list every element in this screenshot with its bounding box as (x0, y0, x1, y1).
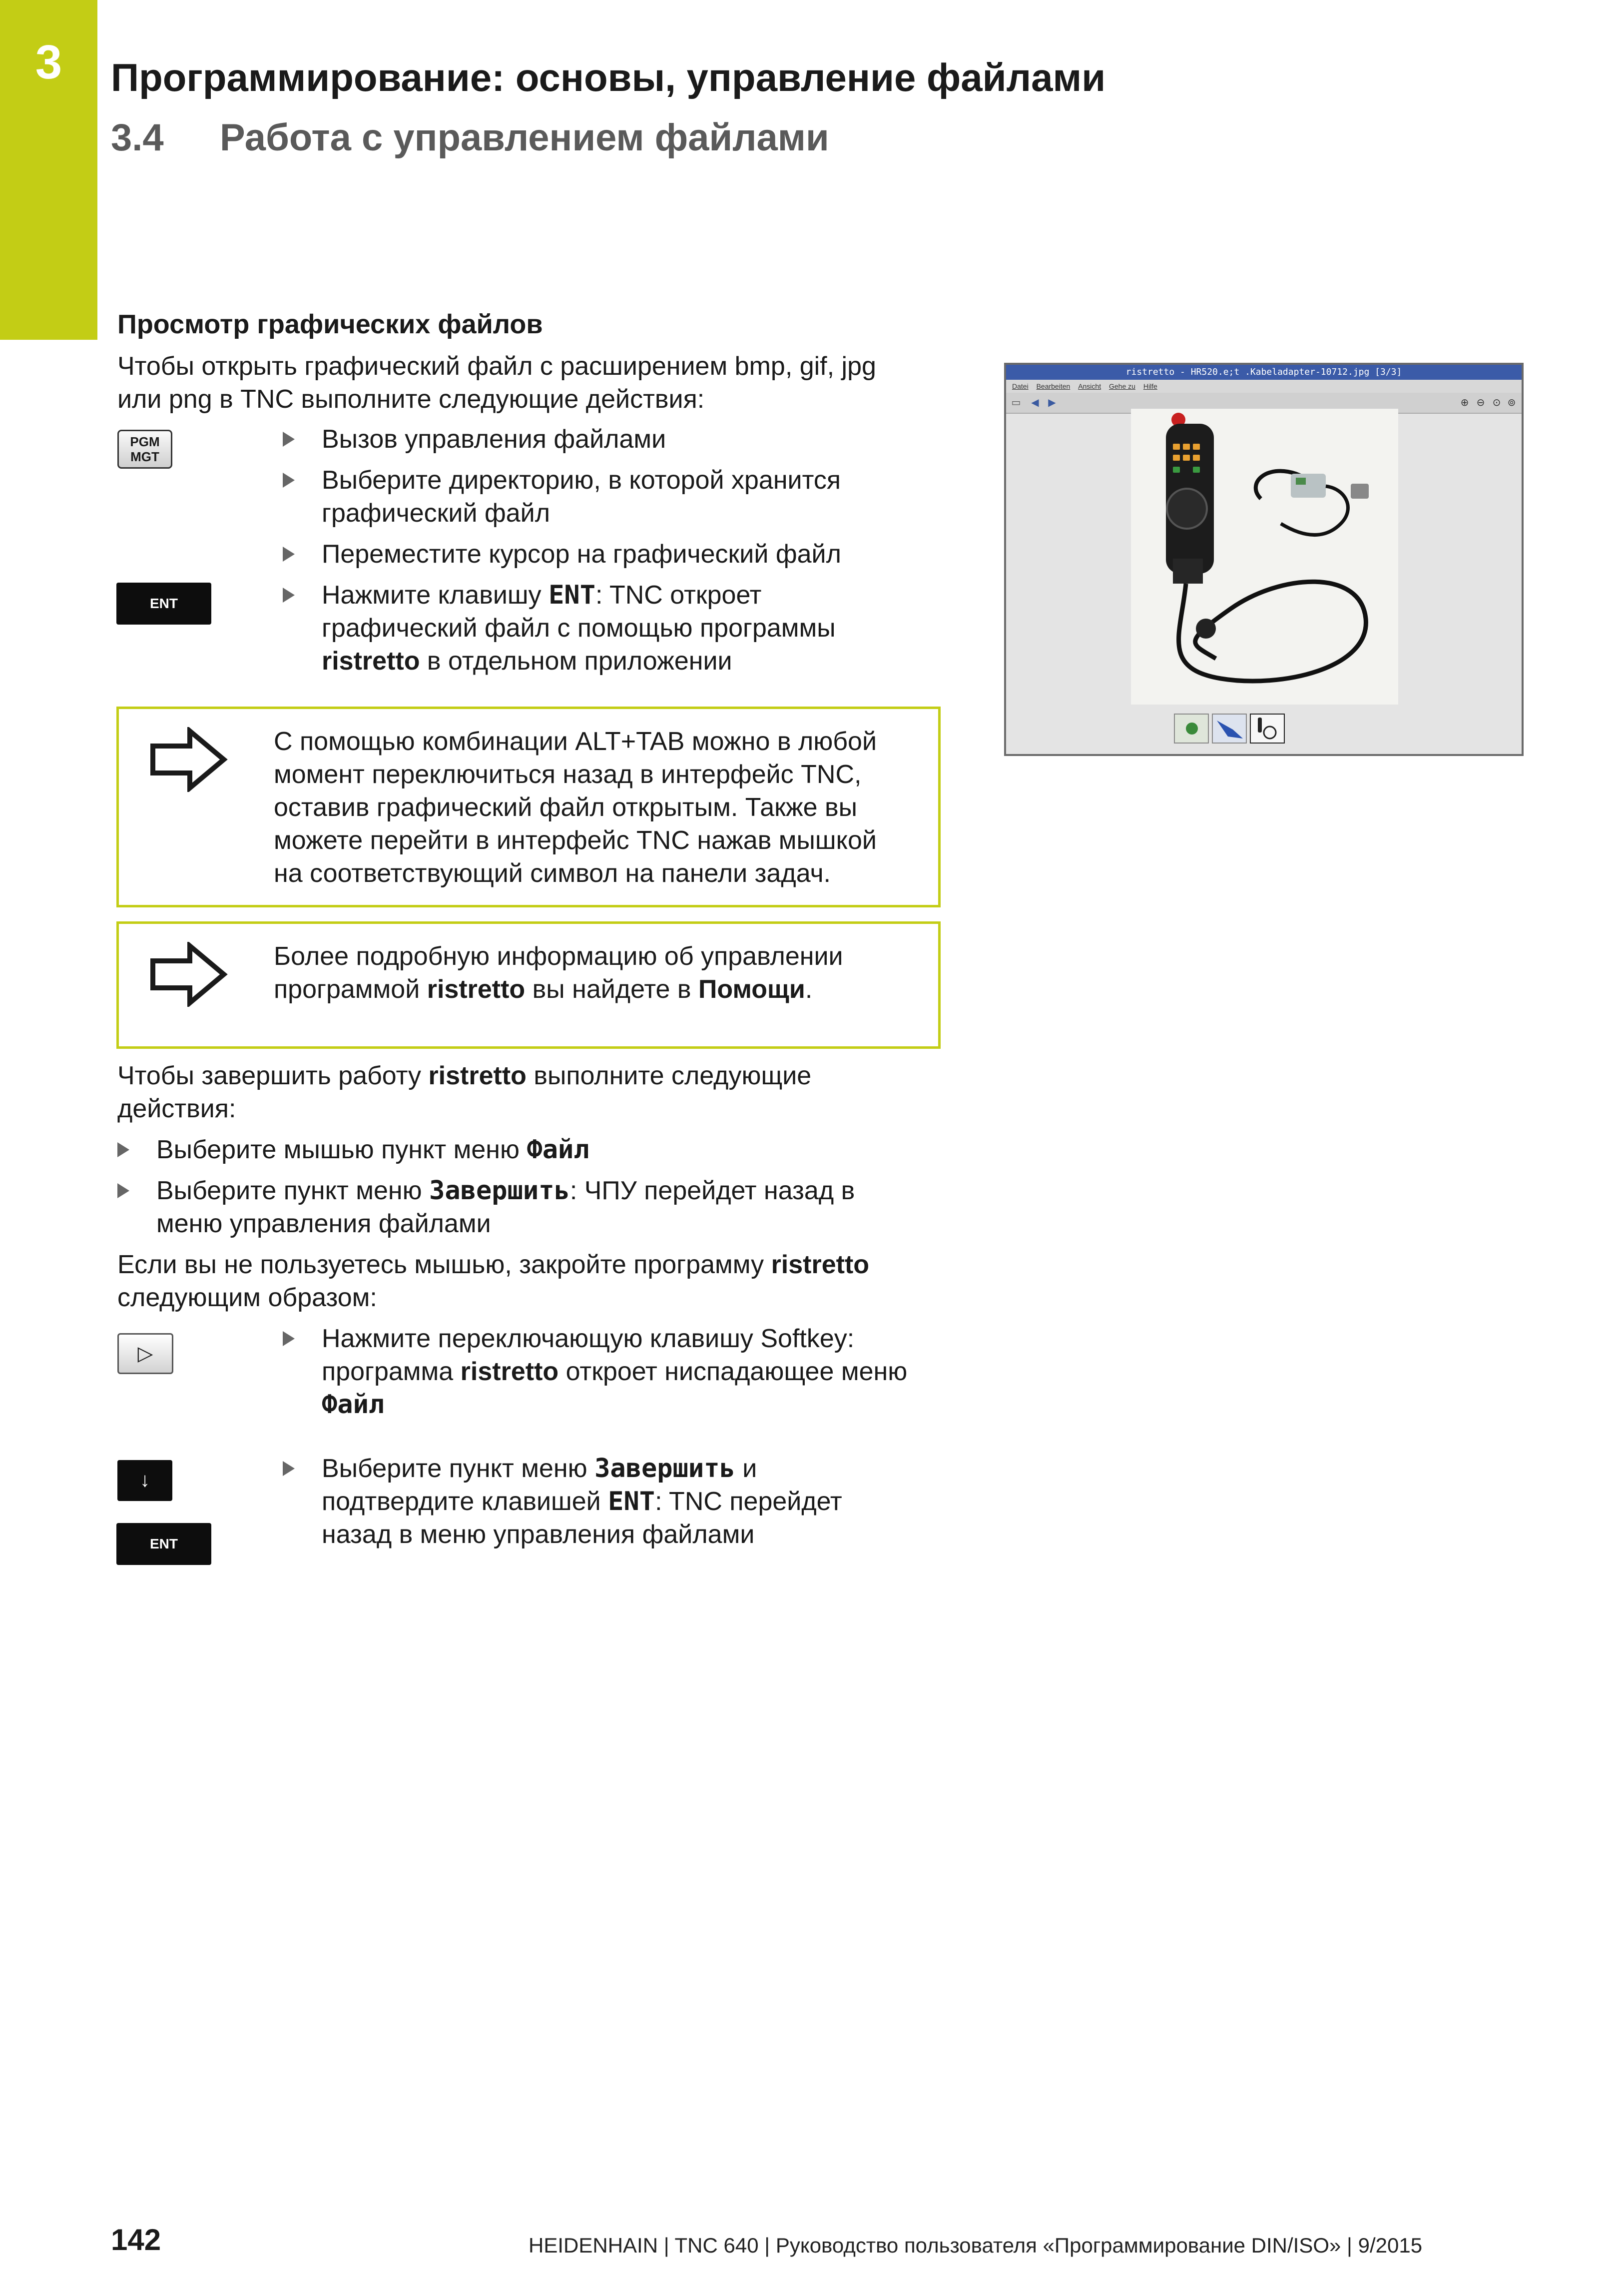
pgm-mgt-key: PGM MGT (117, 430, 172, 469)
hint-arrow-icon (149, 942, 229, 1007)
section-title-text: Работа с управлением файлами (220, 116, 829, 159)
bullet-arrow-icon (283, 1461, 295, 1476)
bullet-arrow-icon (117, 1183, 129, 1198)
note-alt-tab: С помощью комбинации ALT+TAB можно в любой момент переключиться назад в интерфейс TNC, оставив графический файл открытым. Также вы можете перейти в интерфейс TNC нажав мышкой на соответствующий символ на панели задач. (116, 707, 941, 907)
intro-paragraph: Чтобы открыть графический файл с расширением bmp, gif, jpg или png в TNC выполните следующие действия: (117, 352, 876, 414)
section-title (111, 116, 829, 159)
hint-arrow-icon (149, 727, 229, 792)
chapter-title: Программирование: основы, управление файлами (111, 55, 1106, 99)
menu-item-hilfe[interactable]: Hilfe (1143, 382, 1157, 390)
no-mouse-paragraph: Если вы не пользуетесь мышью, закройте программу ristretto следующим образом: (117, 1250, 870, 1312)
thumbnail-3-selected[interactable] (1250, 714, 1285, 744)
thumbnail-1[interactable] (1174, 714, 1209, 744)
page-number: 142 (111, 2223, 161, 2257)
arrow-down-key: ↓ (117, 1460, 172, 1501)
zoom-in-icon[interactable]: ⊕ (1460, 397, 1469, 408)
chapter-number: 3 (35, 35, 62, 89)
bullet-arrow-icon (117, 1142, 129, 1157)
thumbnail-strip (1174, 710, 1294, 745)
ristretto-screenshot (1004, 363, 1524, 756)
ent-key: ENT (116, 1523, 211, 1565)
exit-intro: Чтобы завершить работу ristretto выполните следующие действия: (117, 1061, 812, 1123)
back-arrow-icon[interactable]: ◀ (1031, 397, 1039, 408)
handwheel-photo (1131, 409, 1398, 705)
subheading-view-graphics: Просмотр графических файлов (117, 309, 543, 339)
window-title: ristretto - HR520.e;t .Kabeladapter-10712.jpg [3/3] (1006, 365, 1522, 380)
menu-item-bearbeiten[interactable]: Bearbeiten (1036, 382, 1071, 390)
open-folder-icon[interactable]: ▭ (1011, 397, 1021, 408)
thumbnail-2[interactable] (1212, 714, 1247, 744)
note-ristretto-help: Более подробную информацию об управлении программой ristretto вы найдете в Помощи. (116, 921, 941, 1049)
menu-item-gehe-zu[interactable]: Gehe zu (1109, 382, 1135, 390)
menu-item-datei[interactable]: Datei (1012, 382, 1029, 390)
softkey-switch-key: ▷ (117, 1333, 173, 1374)
ent-key: ENT (116, 583, 211, 625)
footer-text: HEIDENHAIN | TNC 640 | Руководство пользователя «Программирование DIN/ISO» | 9/2015 (529, 2234, 1423, 2257)
handwheel-image (1131, 409, 1398, 705)
zoom-out-icon[interactable]: ⊖ (1476, 397, 1485, 408)
section-number: 3.4 (111, 116, 164, 159)
bullet-arrow-icon (283, 588, 295, 603)
menu-item-ansicht[interactable]: Ansicht (1078, 382, 1101, 390)
zoom-reset-icon[interactable]: ⊚ (1507, 397, 1516, 408)
bullet-arrow-icon (283, 547, 295, 562)
bullet-arrow-icon (283, 473, 295, 488)
bullet-arrow-icon (283, 432, 295, 447)
zoom-fit-icon[interactable]: ⊙ (1492, 397, 1501, 408)
menu-bar (1006, 380, 1522, 393)
bullet-arrow-icon (283, 1331, 295, 1346)
forward-arrow-icon[interactable]: ▶ (1048, 397, 1056, 408)
